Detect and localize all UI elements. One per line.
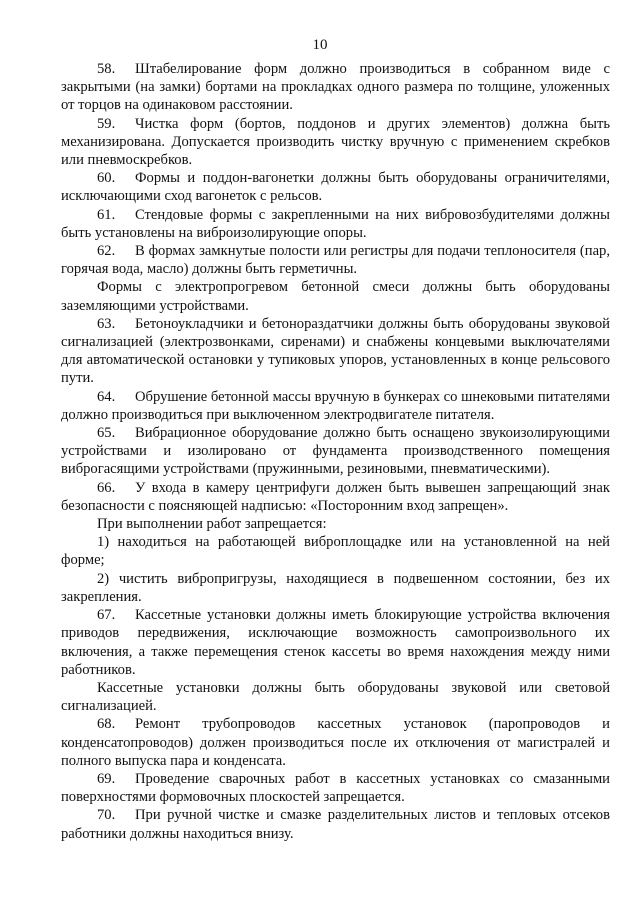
paragraph-number: 64. [97,388,116,405]
paragraph [61,424,610,479]
paragraph [61,60,610,115]
paragraph [61,388,610,424]
page-number: 10 [312,37,328,53]
paragraph-text: Вибрационное оборудование должно быть оснащено звукоизолирующими устройствами и изолировано от фундамента производственного помещения виброгасящими устройствами (пружинными, резиновыми, пневматическими). [61,425,610,478]
paragraph [61,479,610,515]
paragraph-number: 59. [97,115,116,132]
paragraph-number: 60. [97,170,116,187]
paragraph-text: 2) чистить вибропригрузы, находящиеся в подвешенном состоянии, без их закрепления. [61,570,610,605]
paragraph-number: 66. [97,479,116,496]
paragraph-text: Штабелирование форм должно производиться в собранном виде с закрытыми (на замки) бортами на прокладках одного размера по толщине, уложенных от торцов на одинаковом расстоянии. [61,61,610,114]
paragraph [61,715,610,770]
paragraph-text: Стендовые формы с закрепленными на них вибровозбудителями должны быть установлены на виброизолирующие опоры. [61,206,610,241]
paragraph-text: Бетоноукладчики и бетонораздатчики должны быть оборудованы звуковой сигнализацией (электрозвонками, сиренами) и снабжены концевыми выключателями для автоматической остановки у тупиковых упоров, установленных в конце рельсового пути. [61,315,610,387]
paragraph [61,169,610,205]
paragraph-text: При ручной чистке и смазке разделительных листов и тепловых отсеков работники должны находиться внизу. [61,807,610,842]
paragraph-number: 61. [97,206,116,223]
paragraph-number: 69. [97,770,116,787]
paragraph-number: 62. [97,243,116,260]
paragraph-number: 70. [97,807,116,824]
paragraph [61,242,610,278]
paragraph [61,515,610,533]
paragraph-text: Обрушение бетонной массы вручную в бункерах со шнековыми питателями должно производиться при выключенном электродвигателе питателя. [61,388,610,423]
paragraph-number: 65. [97,425,116,442]
paragraph-text: Кассетные установки должны быть оборудованы звуковой или световой сигнализацией. [61,679,610,715]
paragraph-text: Кассетные установки должны иметь блокирующие устройства включения приводов передвижения, исключающие возможность самопроизвольного их включения, а также перемещения стенок кассеты во время нахождения между ними работников. [61,607,610,678]
paragraph [61,679,610,715]
paragraph-number: 63. [97,315,116,332]
paragraph-text: При выполнении работ запрещается: [97,516,327,533]
paragraph-text: Формы с электропрогревом бетонной смеси должны быть оборудованы заземляющими устройствами. [61,279,610,314]
paragraph-text: Чистка форм (бортов, поддонов и других элементов) должна быть механизирована. Допускается производить чистку вручную с применением скребков или пневмоскребков. [61,115,610,169]
paragraph-number: 67. [97,607,116,624]
paragraph-text: Проведение сварочных работ в кассетных установках со смазанными поверхностями формовочных плоскостей запрещается. [61,770,610,806]
paragraph [61,206,610,242]
paragraph-number: 68. [97,716,116,733]
paragraph [61,315,610,388]
paragraph [61,606,610,679]
paragraph [61,115,610,170]
paragraph [61,278,610,314]
paragraph-text: Формы и поддон-вагонетки должны быть оборудованы ограничителями, исключающими сход вагонеток с рельсов. [61,170,610,205]
paragraph [61,770,610,806]
paragraph [61,533,610,569]
paragraph [61,806,610,842]
paragraph-text: В формах замкнутые полости или регистры для подачи теплоносителя (пар, горячая вода, масло) должны быть герметичны. [61,243,610,278]
paragraph-text: Ремонт трубопроводов кассетных установок (паропроводов и конденсатопроводов) должен производиться после их отключения от магистралей и полного выпуска пара и конденсата. [61,716,610,769]
paragraph-text: 1) находиться на работающей виброплощадке или на установленной на ней форме; [61,534,610,569]
paragraph [61,570,610,606]
document-body [61,60,610,843]
paragraph-text: У входа в камеру центрифуги должен быть вывешен запрещающий знак безопасности с поясняющей надписью: «Посторонним вход запрещен». [61,479,610,514]
paragraph-number: 58. [97,61,116,77]
